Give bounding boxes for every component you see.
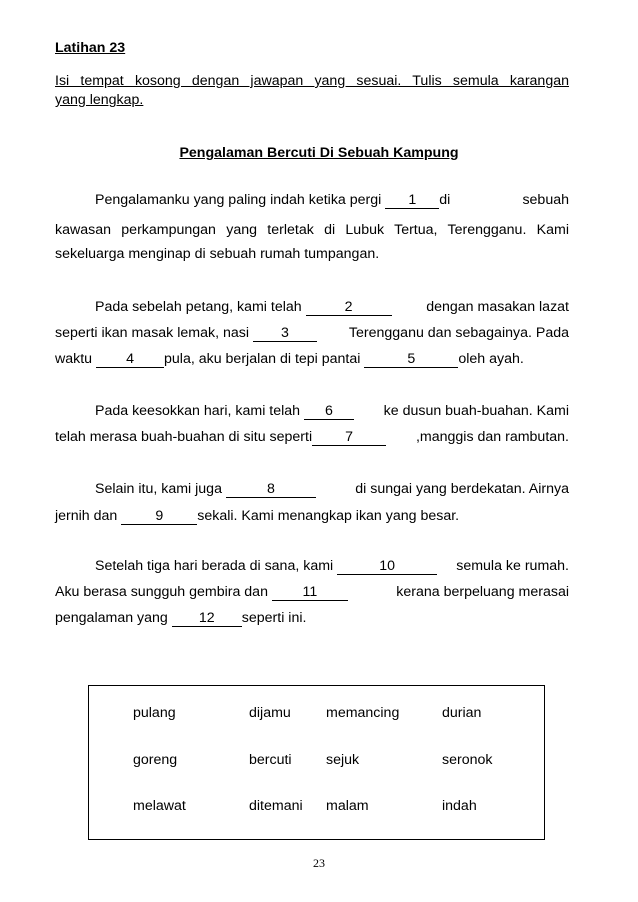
blank-10: 10	[337, 558, 437, 575]
p1-text-b: di	[439, 192, 451, 208]
p1-line-3: sekeluarga menginap di sebuah rumah tumpangan.	[55, 246, 380, 262]
p3-text-c: telah merasa buah-buahan di situ seperti	[55, 429, 313, 445]
blank-9: 9	[121, 508, 197, 525]
word-bank-word: ditemani	[249, 798, 303, 814]
p5-text-d: kerana berpeluang merasai	[396, 584, 569, 600]
p2-text-a: Pada sebelah petang, kami telah	[95, 299, 302, 315]
blank-8: 8	[226, 481, 316, 498]
p5-text-f: seperti ini.	[241, 610, 307, 626]
word-bank-word: melawat	[133, 798, 186, 814]
p1-text-c: sebuah	[522, 192, 569, 208]
p3-text-a: Pada keesokkan hari, kami telah	[95, 403, 301, 419]
essay-title: Pengalaman Bercuti Di Sebuah Kampung	[179, 145, 459, 161]
p1-line-1	[95, 192, 569, 209]
p1-text-a: Pengalamanku yang paling indah ketika pergi	[95, 192, 382, 208]
p2-line-1	[95, 299, 569, 316]
word-bank-box	[88, 685, 545, 840]
p4-line-1	[95, 481, 569, 498]
p5-text-a: Setelah tiga hari berada di sana, kami	[95, 558, 334, 574]
p2-text-e: waktu	[55, 351, 93, 367]
instruction-line-2: yang lengkap.	[55, 92, 144, 108]
blank-12: 12	[172, 610, 242, 627]
p5-line-3	[55, 610, 569, 627]
p3-line-1	[95, 403, 569, 420]
p4-text-d: sekali. Kami menangkap ikan yang besar.	[197, 508, 460, 524]
word-bank-word: memancing	[326, 705, 400, 721]
blank-5: 5	[364, 351, 458, 368]
blank-2: 2	[306, 299, 392, 316]
p3-text-d: ,manggis dan rambutan.	[415, 429, 569, 445]
p3-text-b: ke dusun buah-buahan. Kami	[383, 403, 569, 419]
blank-3: 3	[253, 325, 317, 342]
word-bank-word: sejuk	[326, 752, 360, 768]
p2-text-b: dengan masakan lazat	[426, 299, 569, 315]
word-bank-word: pulang	[133, 705, 176, 721]
word-bank-word: malam	[326, 798, 369, 814]
exercise-title: Latihan 23	[55, 40, 126, 56]
blank-11: 11	[272, 584, 348, 601]
p4-text-b: di sungai yang berdekatan. Airnya	[355, 481, 569, 497]
p5-line-2	[55, 584, 569, 601]
p1-line-2: kawasan perkampungan yang terletak di Lubuk Tertua, Terengganu. Kami	[55, 222, 569, 238]
word-bank-word: durian	[442, 705, 482, 721]
blank-4: 4	[96, 351, 164, 368]
instruction-line-1: Isi tempat kosong dengan jawapan yang sesuai. Tulis semula karangan	[55, 73, 569, 89]
word-bank-word: dijamu	[249, 705, 291, 721]
blank-1: 1	[385, 192, 439, 209]
word-bank-word: seronok	[442, 752, 493, 768]
p4-text-c: jernih dan	[55, 508, 118, 524]
blank-7: 7	[312, 429, 386, 446]
p5-text-b: semula ke rumah.	[456, 558, 569, 574]
p2-text-c: seperti ikan masak lemak, nasi	[55, 325, 249, 341]
p5-line-1	[95, 558, 569, 575]
p2-text-g: oleh ayah.	[458, 351, 524, 367]
p4-line-2	[55, 508, 569, 525]
p2-line-3	[55, 351, 569, 368]
p4-text-a: Selain itu, kami juga	[95, 481, 222, 497]
p2-text-f: pula, aku berjalan di tepi pantai	[164, 351, 361, 367]
p2-text-d: Terengganu dan sebagainya. Pada	[348, 325, 569, 341]
p3-line-2	[55, 429, 569, 446]
word-bank-word: indah	[442, 798, 477, 814]
p5-text-c: Aku berasa sungguh gembira dan	[55, 584, 268, 600]
word-bank-word: goreng	[133, 752, 178, 768]
word-bank-word: bercuti	[249, 752, 292, 768]
page-number: 23	[313, 856, 325, 870]
p2-line-2	[55, 325, 569, 342]
p5-text-e: pengalaman yang	[55, 610, 168, 626]
blank-6: 6	[304, 403, 354, 420]
